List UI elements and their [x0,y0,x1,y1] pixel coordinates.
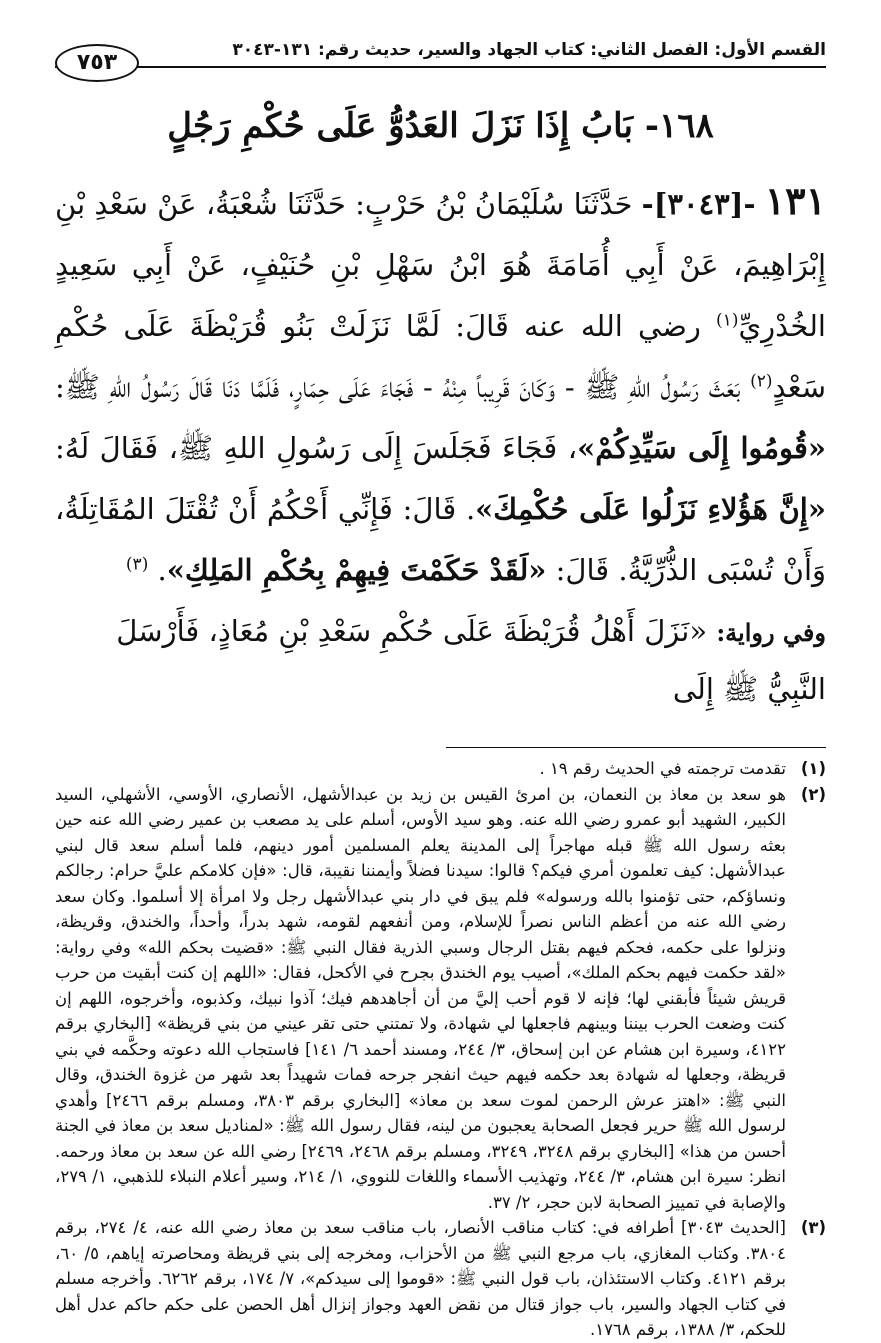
hadith-text-6: . [157,553,167,587]
prophet-quote-2: «إِنَّ هَؤُلاءِ نَزَلُوا عَلَى حُكْمِكَ» [475,492,826,526]
hadith-text-3: بَعَثَ رَسُولُ اللهِ ﷺ - وَكَانَ قَرِيباً مِنْهُ - فَجَاءَ عَلَى حِمَارٍ، فَلَمَّا دَنَا قَالَ رَسُولُ اللهِ ﷺ: [55,370,741,404]
footnote-mark-3: (٣) [125,554,149,575]
chapter-title: ١٦٨- بَابُ إِذَا نَزَلَ العَدُوُّ عَلَى حُكْمِ رَجُلٍ [167,106,714,146]
hadith-ref: -[٣٠٤٣]- [641,187,756,221]
prophet-quote-3: «لَقَدْ حَكَمْتَ فِيهِمْ بِحُكْمِ المَلِكِ» [166,553,547,587]
book-page [55,38,827,1339]
footnote-text: تقدمت ترجمته في الحديث رقم ١٩ . [539,759,786,778]
footnote-mark-2: (٢) [750,371,773,392]
running-header [55,38,826,64]
footnote [55,782,826,1216]
hadith-text [55,170,826,601]
section-path: القسم الأول: الفصل الثاني: كتاب الجهاد والسير، حديث رقم: ١٣١-٣٠٤٣ [232,40,826,60]
footnotes [55,756,826,1343]
hadith-text-1: حَدَّثَنَا سُلَيْمَانُ بْنُ حَرْبٍ: حَدَّثَنَا شُعْبَةُ، عَنْ سَعْدِ بْنِ إِبْرَاهِيمَ، عَنْ أَبِي أُمَامَةَ هُوَ ابْنُ سَهْلِ بْنِ حُنَيْفٍ، عَنْ أَبِي سَعِيدٍ الخُدْرِيِّ [55,187,826,343]
narration-label: وفي رواية: [716,618,826,647]
hadith-text-4: ، فَجَاءَ فَجَلَسَ إِلَى رَسُولِ اللهِ ﷺ، فَقَالَ لَهُ: [55,431,578,465]
footnote-marker: (١) [800,759,826,778]
footnote-mark-1: (١) [716,310,739,331]
footnote-separator [446,747,826,748]
footnote [55,1215,826,1343]
narration-text: «نَزَلَ أَهْلُ قُرَيْظَةَ عَلَى حُكْمِ سَعْدِ بْنِ مُعَاذٍ، فَأَرْسَلَ النَّبِيُّ ﷺ إِلَى [116,614,826,706]
footnote-text: [الحديث ٣٠٤٣] أطرافه في: كتاب مناقب الأنصار، باب مناقب سعد بن معاذ رضي الله عنه، ٤/ ٢٧٤، برقم ٣٨٠٤. وكتاب المغازي، باب مرجع النبي ﷺ من الأحزاب، ومخرجه إلى بني قريظة ومحاصرته إياهم، ٥/ ٦٠، برقم ٤١٢١. وكتاب الاستئذان، باب قول النبي ﷺ: «قوموا إلى سيدكم»، ٧/ ١٧٤، برقم ٦٢٦٢. وأخرجه مسلم في كتاب الجهاد والسير، باب جواز قتال من نقض العهد وجواز إنزال أهل الحصن على حكم حاكم عدل أهل للحكم، ٣/ ١٣٨٨، برقم ١٧٦٨. [55,1218,787,1339]
footnote-text: هو سعد بن معاذ بن النعمان، بن امرئ القيس بن زيد بن عبدالأشهل، الأنصاري، الأوسي، الأشهلي، السيد الكبير، الشهيد أبو عمرو رضي الله عنه. وهو سيد الأوس، أسلم على يد مصعب بن عمير رضي الله عنه حين بعثه رسول الله ﷺ قبله مهاجراً إلى المدينة يعلم المسلمين أمور دينهم، فلما أسلم سعد قال لبني عبدالأشهل: كيف تعلمون أمري فيكم؟ قالوا: سيدنا فضلاً وأيمننا نقيبة، قال: «فإن كلامكم عليَّ حرام: رجالكم ونساؤكم، حتى تؤمنوا بالله ورسوله» فلم يبق في دار بني عبدالأشهل رجل ولا امرأة إلا أسلموا. وكان سعد رضي الله عنه من أعظم الناس نصراً للإسلام، ومن أنفعهم لقومه، شهد بدراً، وأحداً، والخندق، وقريظة، ونزلوا على حكمه، فحكم فيهم بقتل الرجال وسبي الذرية فقال النبي ﷺ: «قضيت بحكم الله» وفي رواية: «لقد حكمت فيهم بحكم الملك»، أصيب يوم الخندق بجرح في الأكحل، فقال: «اللهم إن كنت أبقيت من حرب قريش شيئاً فأبقني لها؛ فإنه لا قوم أحب إليَّ من أن أجاهدهم فيك؛ آذوا نبيك، وكذبوه، وأخرجوه، اللهم إن كنت وضعت الحرب بيننا وبينهم فاجعلها لي شهادة، ولا تمتني حتى تقر عيني من بني قريظة» [البخاري برقم ٤١٢٢، وسيرة ابن هشام عن ابن إسحاق، ٣/ ٢٤٤، ومسند أحمد ٦/ ١٤١] فاستجاب الله دعوته وحكَّمه في بني قريظة، وجعلها له شهادة بعد حكمه فيهم حيث انفجر جرحه فمات شهيداً بعد شهر من غزوة الخندق، وقال النبي ﷺ: «اهتز عرش الرحمن لموت سعد بن معاذ» [البخاري برقم ٣٨٠٣، ومسلم برقم ٢٤٦٦] وأهدي لرسول الله ﷺ حرير فجعل الصحابة يعجبون من لينه، فقال رسول الله ﷺ: «لمناديل سعد بن معاذ في الجنة أحسن من هذا» [البخاري برقم ٣٢٤٨، ٣٢٤٩، ومسلم برقم ٢٤٦٨، ٢٤٦٩] رضي الله عن سعد بن معاذ ورحمه. انظر: سيرة ابن هشام، ٣/ ٢٤٤، وتهذيب الأسماء واللغات للنووي، ١/ ٢١٤، وسير أعلام النبلاء للذهبي، ١/ ٢٧٩، والإصابة في تمييز الصحابة لابن حجر، ٢/ ٣٧. [55,784,787,1212]
footnote-marker: (٢) [800,784,826,804]
hadith-text-2: رضي الله عنه قَالَ: لَمَّا نَزَلَتْ بَنُو قُرَيْظَةَ عَلَى حُكْمِ سَعْدٍ [55,309,827,404]
prophet-quote-1: «قُومُوا إِلَى سَيِّدِكُمْ» [577,431,826,465]
hadith-text-5: . قَالَ: فَإِنِّي أَحْكُمُ أَنْ تُقْتَلَ المُقَاتِلَةُ، وَأَنْ تُسْبَى الذُّرِّيَّةُ. قَالَ: [55,492,826,587]
alternate-narration [55,603,826,717]
page-number: ٧٥٣ [55,44,139,82]
footnote-marker: (٣) [800,1218,826,1237]
hadith-number: ١٣١ [764,178,826,223]
footnote [55,756,826,782]
